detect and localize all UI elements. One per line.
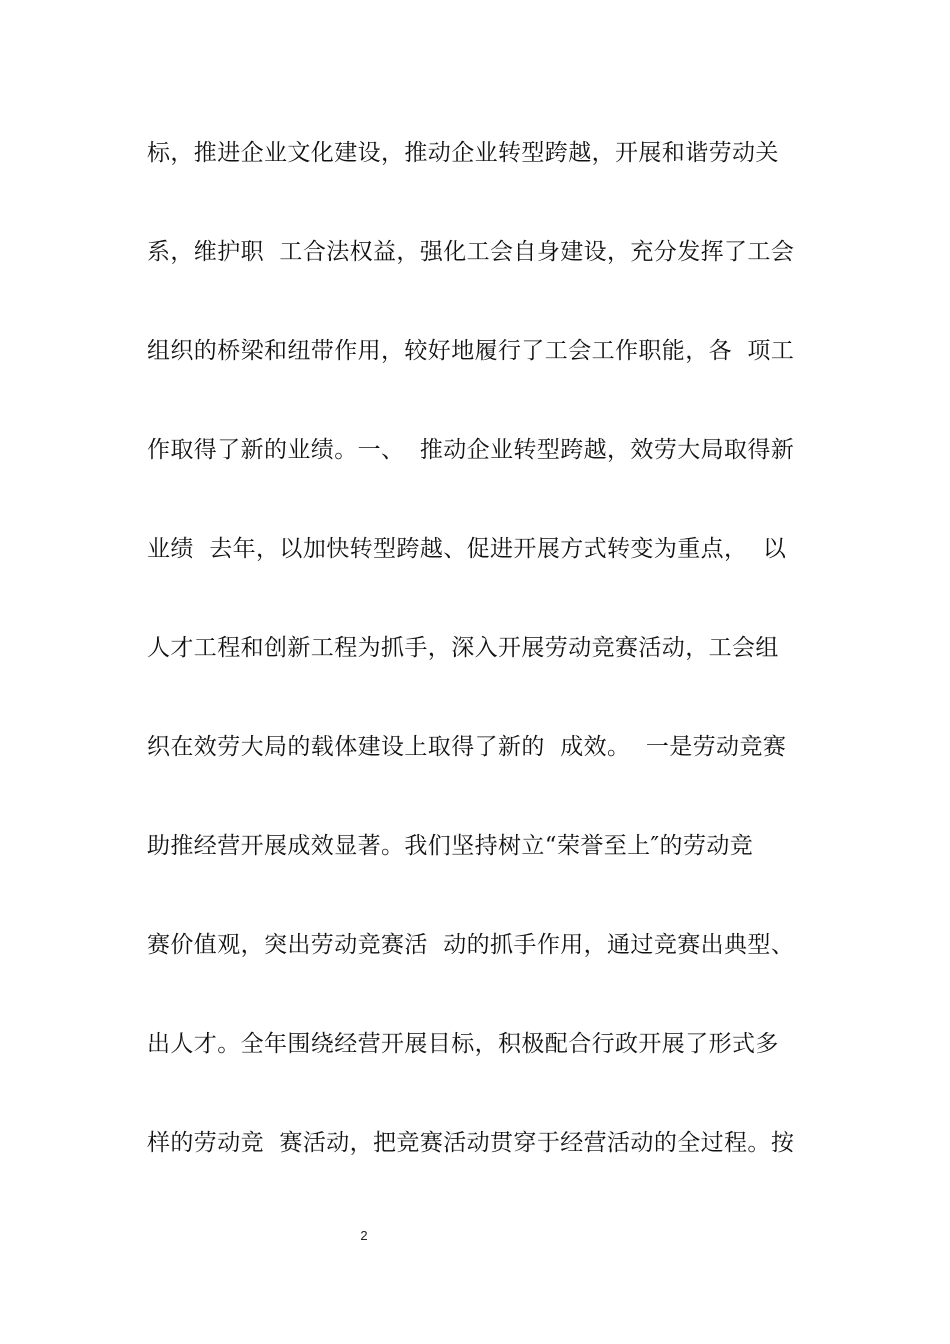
text-line: 人才工程和创新工程为抓手，深入开展劳动竞赛活动，工会组: [147, 635, 779, 661]
text-line: 样的劳动竞 赛活动，把竞赛活动贯穿于经营活动的全过程。按: [147, 1130, 795, 1156]
text-line: 作取得了新的业绩。一、 推动企业转型跨越，效劳大局取得新: [147, 437, 795, 463]
text-line: 助推经营开展成效显著。我们坚持树立“荣誉至上″的劳动竞: [147, 833, 754, 859]
text-line: 赛价值观，突出劳动竞赛活 动的抓手作用，通过竞赛出典型、: [147, 932, 795, 958]
text-line: 标，推进企业文化建设，推动企业转型跨越，开展和谐劳动关: [147, 140, 779, 166]
text-line: 业绩 去年，以加快转型跨越、促进开展方式转变为重点， 以: [147, 536, 787, 562]
text-line: 出人才。全年围绕经营开展目标，积极配合行政开展了形式多: [147, 1031, 779, 1057]
text-line: 组织的桥梁和纽带作用，较好地履行了工会工作职能，各 项工: [147, 338, 795, 364]
body-text: [147, 130, 807, 1219]
page-number: 2: [360, 1228, 368, 1243]
text-line: 系，维护职 工合法权益，强化工会自身建设，充分发挥了工会: [147, 239, 795, 265]
text-line: 织在效劳大局的载体建设上取得了新的 成效。 一是劳动竞赛: [147, 734, 787, 760]
